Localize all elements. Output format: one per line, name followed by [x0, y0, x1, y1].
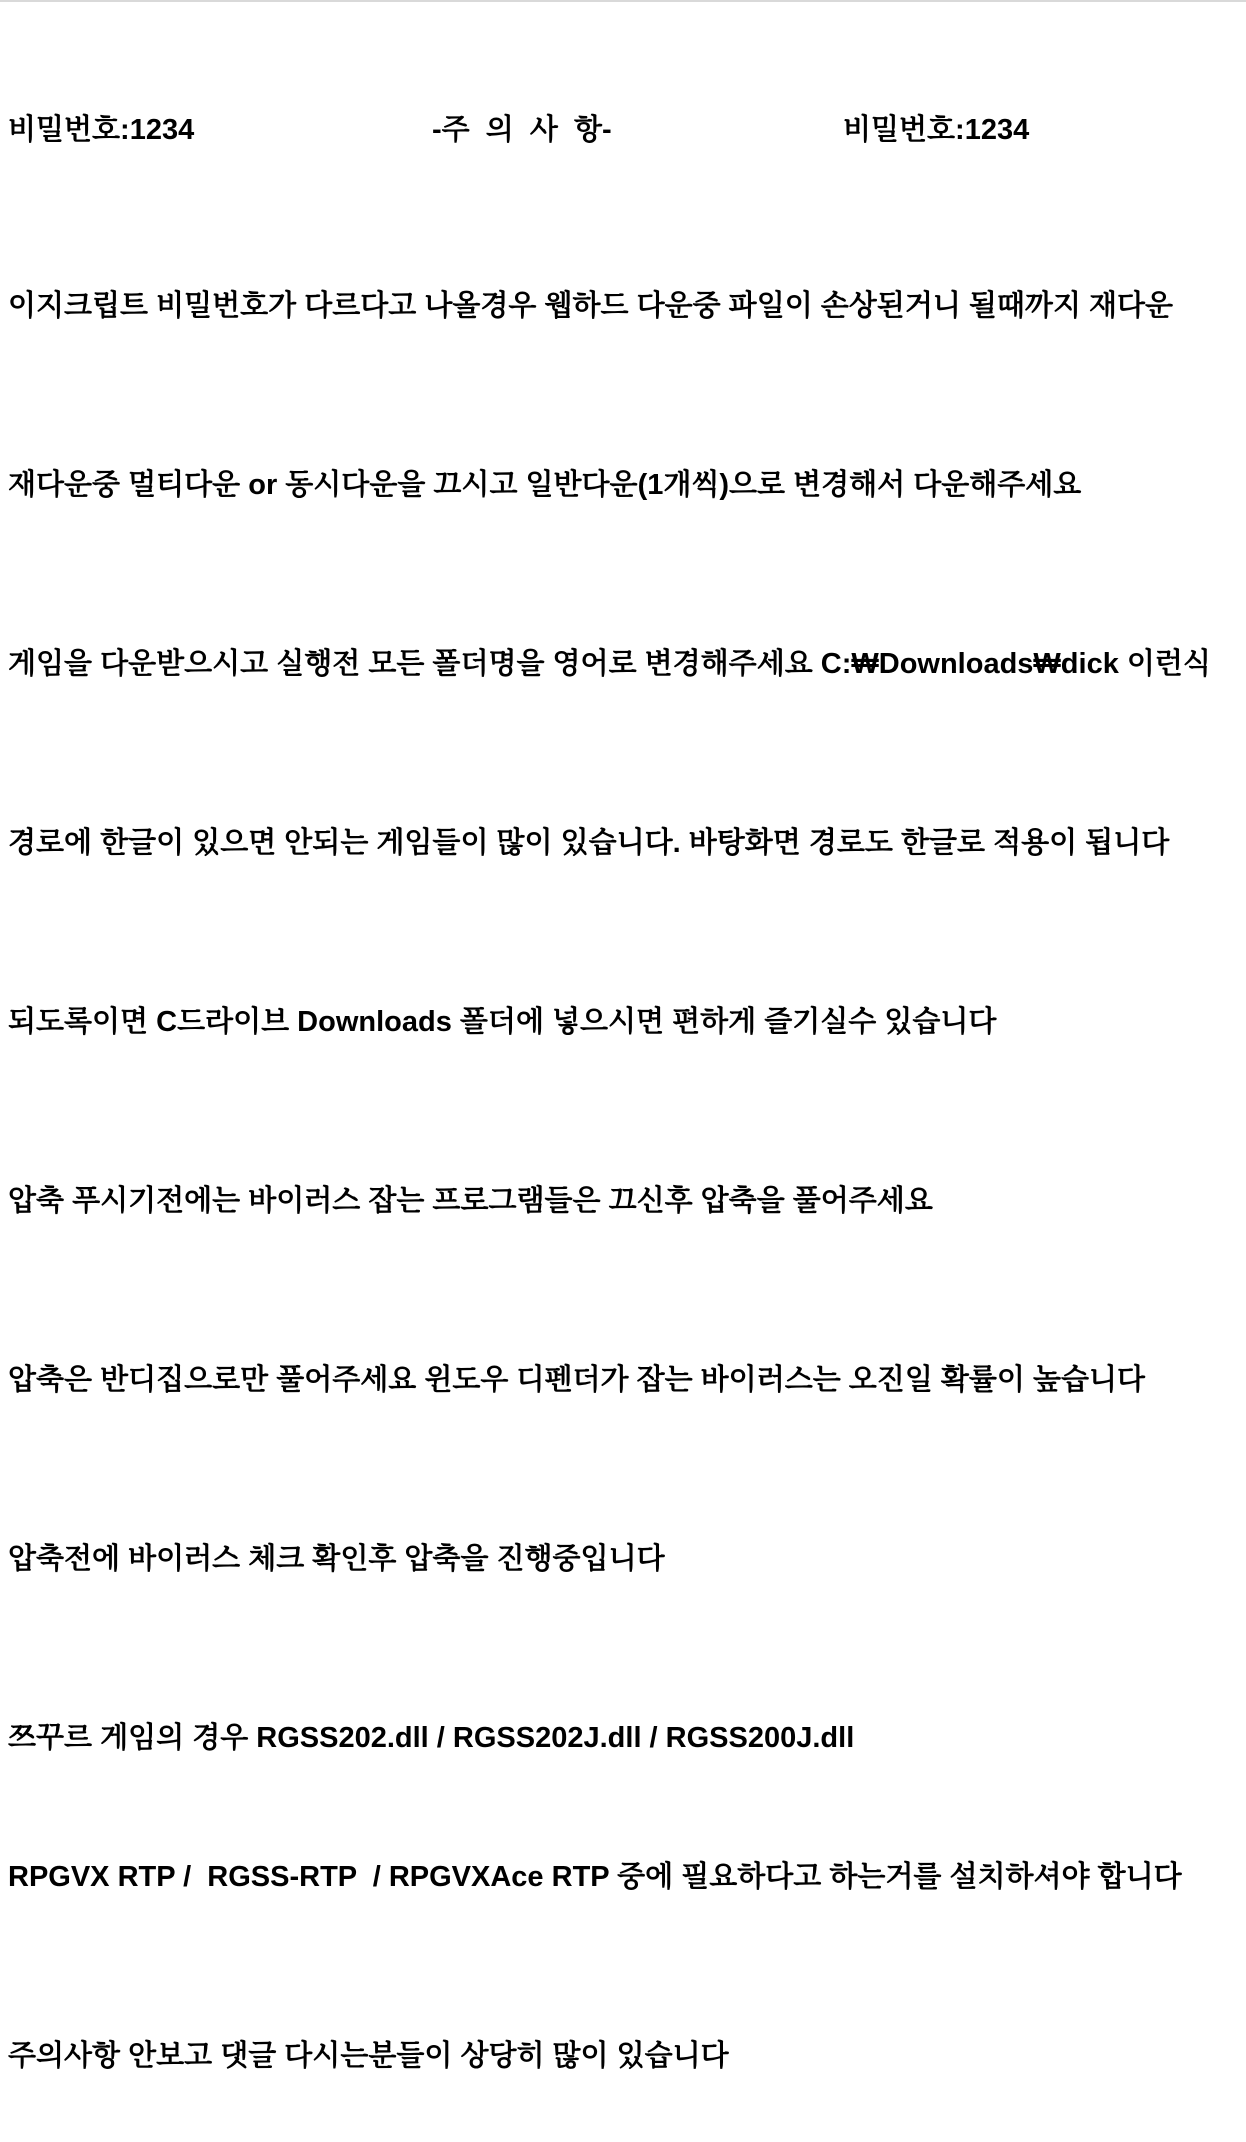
notice-line-rtp-install: RPGVX RTP / RGSS-RTP / RPGVXAce RTP 중에 필요하다고 하는거를 설치하셔야 합니다	[8, 1861, 1182, 1893]
password-right: 비밀번호:1234	[843, 114, 1030, 146]
notice-document	[0, 2, 1246, 2142]
notice-line-foldername: 게임을 다운받으시고 실행전 모든 폴더명을 영어로 변경해주세요 C:₩Downloads₩dick 이런식	[8, 648, 1211, 680]
notice-line-multidown: 재다운중 멀티다운 or 동시다운을 끄시고 일반다운(1개씩)으로 변경해서 다운해주세요	[8, 469, 1082, 501]
notice-title: -주 의 사 항-	[432, 114, 612, 146]
notice-line-redownload: 이지크립트 비밀번호가 다르다고 나올경우 웹하드 다운중 파일이 손상된거니 될때까지 재다운	[8, 290, 1174, 322]
password-left: 비밀번호:1234	[8, 114, 195, 146]
notice-line-cdrive: 되도록이면 C드라이브 Downloads 폴더에 넣으시면 편하게 즐기실수 있습니다	[8, 1006, 997, 1038]
notice-line-virus-check: 압축전에 바이러스 체크 확인후 압축을 진행중입니다	[8, 1543, 665, 1575]
notice-header	[8, 107, 1246, 147]
notice-line-bandizip: 압축은 반디집으로만 풀어주세요 윈도우 디펜더가 잡는 바이러스는 오진일 확률이 높습니다	[8, 1364, 1146, 1396]
notice-line-rgss-dll: 쯔꾸르 게임의 경우 RGSS202.dll / RGSS202J.dll / RGSS200J.dll	[8, 1722, 855, 1754]
notice-line-warning-comments: 주의사항 안보고 댓글 다시는분들이 상당히 많이 있습니다	[8, 2040, 729, 2072]
notice-line-antivirus-off: 압축 푸시기전에는 바이러스 잡는 프로그램들은 끄신후 압축을 풀어주세요	[8, 1185, 933, 1217]
notice-line-korean-path: 경로에 한글이 있으면 안되는 게임들이 많이 있습니다. 바탕화면 경로도 한글로 적용이 됩니다	[8, 827, 1170, 859]
